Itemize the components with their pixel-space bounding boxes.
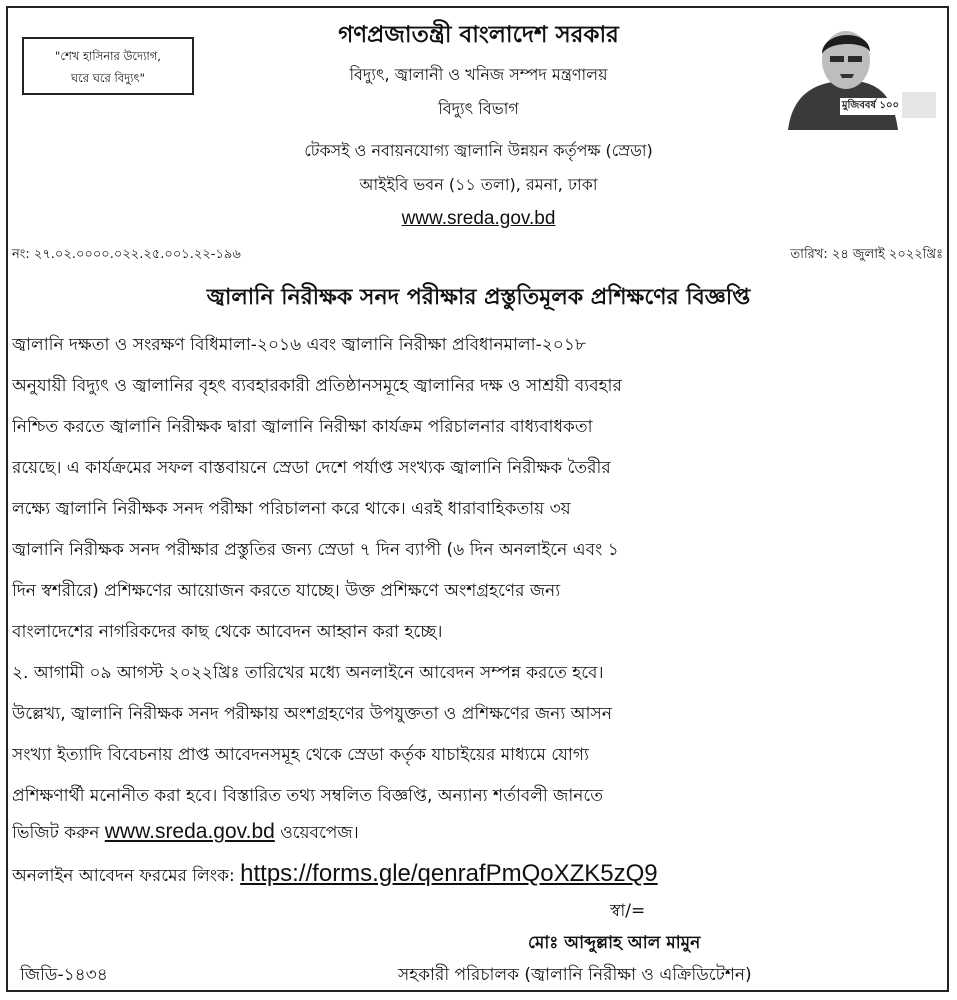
slogan-line-1: "শেখ হাসিনার উদ্যোগ, (55, 49, 161, 63)
signatory-designation: সহকারী পরিচালক (জ্বালানি নিরীক্ষা ও এক্রিডিটেশন) (398, 965, 752, 985)
body-line: রয়েছে। এ কার্যক্রমের সফল বাস্তবায়নে স্রেডা দেশে পর্যাপ্ত সংখ্যক জ্বালানি নিরীক্ষক তৈরীর (12, 458, 611, 478)
authority-name: টেকসই ও নবায়নযোগ্য জ্বালানি উন্নয়ন কর্তৃপক্ষ (স্রেডা) (304, 141, 653, 160)
signature-mark: স্বা/= (610, 901, 646, 921)
form-prefix: অনলাইন আবেদন ফরমের লিংক: (12, 866, 235, 886)
ministry-name: বিদ্যুৎ, জ্বালানী ও খনিজ সম্পদ মন্ত্রণালয় (349, 65, 608, 84)
signatory-name: মোঃ আব্দুল্লাহ আল মামুন (528, 933, 701, 953)
division-name: বিদ্যুৎ বিভাগ (438, 99, 519, 118)
form-line (12, 860, 940, 891)
authority-address: আইইবি ভবন (১১ তলা), রমনা, ঢাকা (359, 175, 598, 194)
body-line: উল্লেখ্য, জ্বালানি নিরীক্ষক সনদ পরীক্ষায় অংশগ্রহণের উপযুক্ততা ও প্রশিক্ষণের জন্য আসন (12, 704, 612, 724)
body-line: নিশ্চিত করতে জ্বালানি নিরীক্ষক দ্বারা জ্বালানি নিরীক্ষা কার্যক্রম পরিচালনার বাধ্যবাধকতা (12, 417, 593, 437)
gd-number: জিডি-১৪৩৪ (20, 965, 108, 985)
memo-date: তারিখ: ২৪ জুলাই ২০২২খ্রিঃ (790, 247, 943, 262)
body-line: জ্বালানি নিরীক্ষক সনদ পরীক্ষার প্রস্তুতির জন্য স্রেডা ৭ দিন ব্যাপী (৬ দিন অনলাইনে এবং ১ (12, 540, 619, 560)
body-line: বাংলাদেশের নাগরিকদের কাছ থেকে আবেদন আহ্বান করা হচ্ছে। (12, 622, 443, 642)
visit-line (12, 820, 940, 848)
body-line: সংখ্যা ইত্যাদি বিবেচনায় প্রাপ্ত আবেদনসমূহ থেকে স্রেডা কর্তৃক যাচাইয়ের মাধ্যমে যোগ্য (12, 745, 589, 765)
header-website-link[interactable]: www.sreda.gov.bd (401, 208, 556, 229)
body-line: ২. আগামী ০৯ আগস্ট ২০২২খ্রিঃ তারিখের মধ্যে অনলাইনে আবেদন সম্পন্ন করতে হবে। (12, 663, 604, 683)
visit-prefix: ভিজিট করুন (12, 823, 100, 843)
government-name: গণপ্রজাতন্ত্রী বাংলাদেশ সরকার (338, 22, 619, 48)
slogan-line-2: ঘরে ঘরে বিদ্যুৎ" (71, 71, 145, 85)
visit-suffix: ওয়েবপেজ। (280, 823, 359, 843)
memo-number: নং: ২৭.০২.০০০০.০২২.২৫.০০১.২২-১৯৬ (12, 247, 241, 262)
notice-title: জ্বালানি নিরীক্ষক সনদ পরীক্ষার প্রস্তুতিমূলক প্রশিক্ষণের বিজ্ঞপ্তি (206, 285, 751, 310)
body-line: দিন স্বশরীরে) প্রশিক্ষণের আয়োজন করতে যাচ্ছে। উক্ত প্রশিক্ষণে অংশগ্রহণের জন্য (12, 581, 561, 601)
body-line: জ্বালানি দক্ষতা ও সংরক্ষণ বিধিমালা-২০১৬ এবং জ্বালানি নিরীক্ষা প্রবিধানমালা-২০১৮ (12, 335, 586, 355)
body-line: লক্ষ্যে জ্বালানি নিরীক্ষক সনদ পরীক্ষা পরিচালনা করে থাকে। এরই ধারাবাহিকতায় ৩য় (12, 499, 571, 519)
application-form-link[interactable]: https://forms.gle/qenrafPmQoXZK5zQ9 (240, 860, 658, 887)
portrait-badge: মুজিববর্ষ ১০০ (840, 98, 901, 115)
body-line: অনুযায়ী বিদ্যুৎ ও জ্বালানির বৃহৎ ব্যবহারকারী প্রতিষ্ঠানসমূহে জ্বালানির দক্ষ ও সাশ্রয়ী ব্যবহার (12, 376, 622, 396)
body-website-link[interactable]: www.sreda.gov.bd (104, 820, 275, 843)
body-line: প্রশিক্ষণার্থী মনোনীত করা হবে। বিস্তারিত তথ্য সম্বলিত বিজ্ঞপ্তি, অন্যান্য শর্তাবলী জানতে (12, 786, 604, 806)
